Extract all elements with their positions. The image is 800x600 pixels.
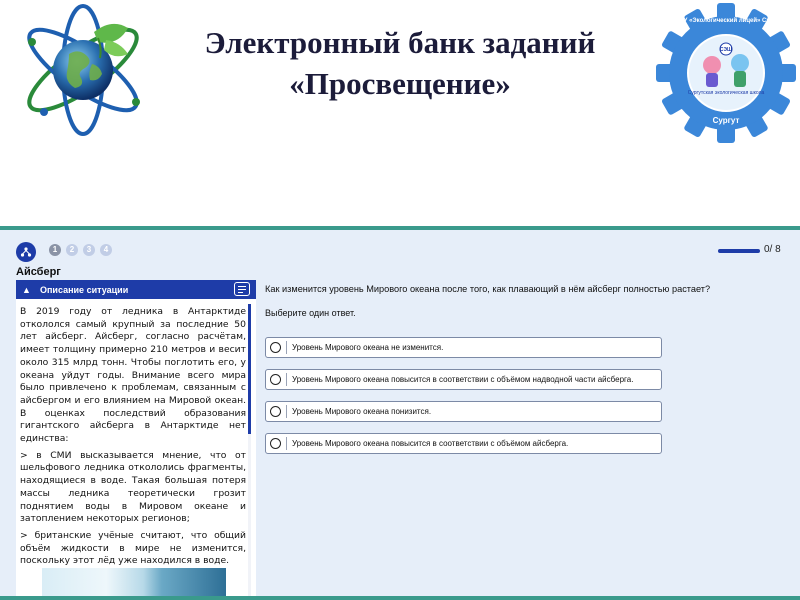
task-app — [0, 230, 800, 600]
slide-title-line2: «Просвещение» — [289, 66, 511, 101]
option-divider — [286, 405, 287, 418]
answer-option-label: Уровень Мирового океана повысится в соответствии с объёмом надводной части айсберга. — [292, 375, 634, 384]
answer-option-label: Уровень Мирового океана повысится в соответствии с объёмом айсберга. — [292, 439, 569, 448]
situation-paragraph: > в СМИ высказывается мнение, что от шельфового ледника откололись фрагменты, находящиеся в воде. Такая большая потеря массы ледника теоретически грозит поднятием воды в Мировом океане и затоплением некоторых регионов; — [20, 449, 246, 525]
situation-paragraph: В 2019 году от ледника в Антарктиде откололся самый крупный за последние 50 лет айсберг. Айсберг, согласно расчётам, имеет толщину примерно 210 метров и весит около 315 млрд тонн. Чтобы поглотить его, у океана уйдут годы. Внимание всего мира было привлечено к проблемам, связанным с айсбергом и его влиянием на Мировой океан. В оценках последствий образования гигантского айсберга в Антарктиде нет единства: — [20, 306, 246, 445]
step-1[interactable]: 1 — [49, 244, 61, 256]
slide-title-line1: Электронный банк заданий — [204, 25, 596, 60]
emblem-city-text: Сургут — [712, 116, 740, 125]
tree-menu-icon — [20, 246, 32, 258]
answer-instruction: Выберите один ответ. — [265, 308, 356, 318]
answer-option[interactable] — [265, 337, 662, 358]
situation-text — [20, 306, 246, 572]
slide-header — [0, 0, 800, 228]
answer-option[interactable] — [265, 433, 662, 454]
emblem-center-text: Сургутская экологическая школа — [687, 90, 765, 96]
situation-paragraph: > британские учёные считают, что общий объём жидкости в мире не изменится, поскольку этот лёд уже находился в воде. — [20, 529, 246, 567]
progress-bar — [718, 249, 760, 253]
option-divider — [286, 341, 287, 354]
option-divider — [286, 373, 287, 386]
school-gear-emblem — [655, 2, 797, 144]
emblem-ring-text: МБОУ «Экологический лицей» Сургут — [669, 18, 783, 24]
emblem-badge-text: СЭШ — [719, 47, 733, 53]
menu-button[interactable] — [16, 242, 36, 262]
step-3[interactable]: 3 — [83, 244, 95, 256]
answer-option[interactable] — [265, 401, 662, 422]
answer-option[interactable] — [265, 369, 662, 390]
panel-scrollbar-thumb[interactable] — [248, 304, 251, 434]
iceberg-image — [42, 568, 226, 596]
slide-title — [150, 22, 650, 104]
situation-panel-title: Описание ситуации — [40, 284, 129, 295]
step-2[interactable]: 2 — [66, 244, 78, 256]
task-title: Айсберг — [16, 266, 61, 278]
step-navigator — [49, 244, 112, 256]
bottom-divider — [0, 596, 800, 600]
progress-counter: 0/ 8 — [764, 244, 781, 255]
situation-panel-header[interactable] — [16, 280, 256, 299]
document-icon[interactable] — [234, 282, 250, 296]
answer-option-label: Уровень Мирового океана не изменится. — [292, 343, 444, 352]
option-divider — [286, 437, 287, 450]
situation-panel — [16, 280, 256, 596]
radio-button[interactable] — [270, 406, 281, 417]
atom-globe-logo — [14, 2, 152, 137]
answer-option-label: Уровень Мирового океана понизится. — [292, 407, 432, 416]
chevron-up-icon: ▲ — [22, 284, 31, 295]
radio-button[interactable] — [270, 374, 281, 385]
question-text: Как изменится уровень Мирового океана после того, как плавающий в нём айсберг полностью растает? — [265, 284, 711, 294]
radio-button[interactable] — [270, 342, 281, 353]
step-4[interactable]: 4 — [100, 244, 112, 256]
radio-button[interactable] — [270, 438, 281, 449]
